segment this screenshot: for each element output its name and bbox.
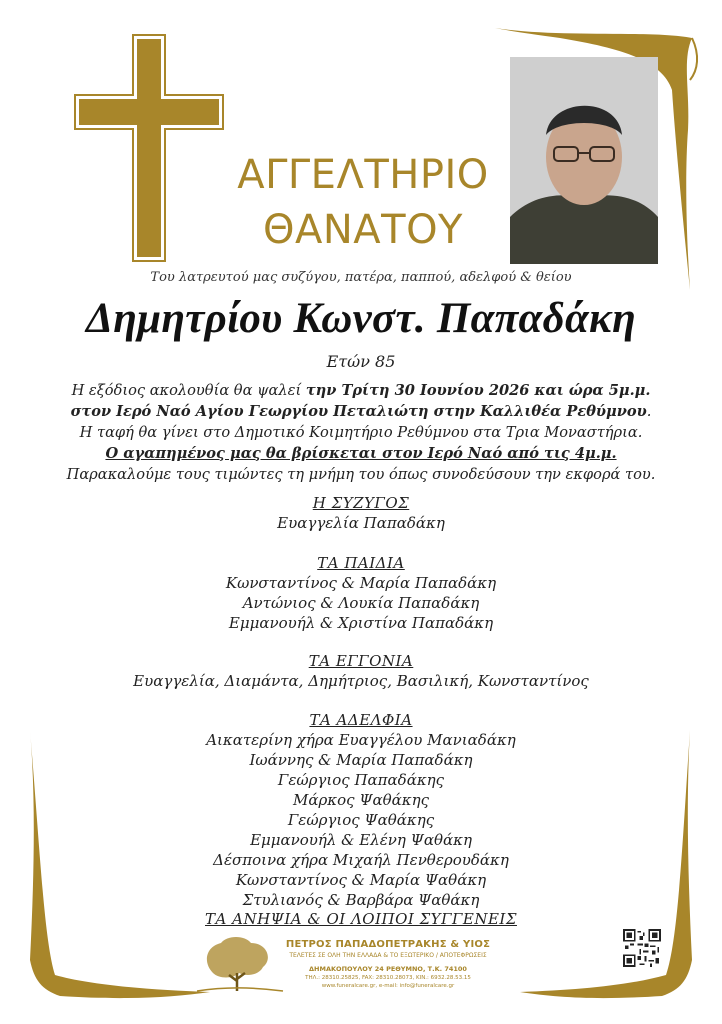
company-tagline: ΤΕΛΕΤΕΣ ΣΕ ΟΛΗ ΤΗΝ ΕΛΛΑΔΑ & ΤΟ ΕΞΩΤΕΡΙΚΟ / ΑΠΟΤΕΦΡΩΣΕΙΣ [289,952,487,959]
tree-logo-icon [193,933,288,995]
portrait-photo [510,57,658,264]
sibling-name: Αικατερίνη χήρα Ευαγγέλου Μανιαδάκη [206,731,516,749]
sibling-name: Κωνσταντίνος & Μαρία Ψαθάκη [235,871,487,889]
announcement-line-4: Ο αγαπημένος μας θα βρίσκεται στον Ιερό Ναό από τις 4μ.μ. [105,445,617,462]
sibling-name: Γεώργιος Ψαθάκης [287,811,435,829]
sibling-name: Ιωάννης & Μαρία Παπαδάκη [249,751,473,769]
company-phones: ΤΗΛ.: 28310.25825, FAX: 28310.28073, ΚΙΝ.: 6932.28.53.15 [305,975,471,981]
children-header: ΤΑ ΠΑΙΔΙΑ [317,554,405,572]
announcement-line-1: Η εξόδιος ακολουθία θα ψαλεί την Τρίτη 30 Ιουνίου 2026 και ώρα 5μ.μ. [71,382,651,399]
siblings-header: ΤΑ ΑΔΕΛΦΙΑ [309,711,413,729]
spouse-header: Η ΣΥΖΥΓΟΣ [312,494,410,512]
intro-text: Του λατρευτού μας συζύγου, πατέρα, παππού, αδελφού & θείου [150,270,572,285]
deceased-name: Δημητρίου Κωνστ. Παπαδάκη [85,295,637,342]
heading-line-1: ΑΓΓΕΛΤΗΡΙΟ [237,152,489,198]
sibling-name: Στυλιανός & Βαρβάρα Ψαθάκη [242,891,480,909]
child-name: Αντώνιος & Λουκία Παπαδάκη [242,594,480,612]
relatives-line: ΤΑ ΑΝΗΨΙΑ & ΟΙ ΛΟΙΠΟΙ ΣΥΓΓΕΝΕΙΣ [205,910,517,928]
company-name: ΠΕΤΡΟΣ ΠΑΠΑΔΟΠΕΤΡΑΚΗΣ & ΥΙΟΣ [285,939,491,950]
grandchildren-names: Ευαγγελία, Διαμάντα, Δημήτριος, Βασιλική, Κωνσταντίνος [133,672,589,690]
sibling-name: Γεώργιος Παπαδάκης [277,771,445,789]
siblings-section [60,710,662,910]
spouse-section [60,493,662,533]
sibling-name: Δέσποινα χήρα Μιχαήλ Πενθερουδάκη [213,851,509,869]
announcement-line-2: στον Ιερό Ναό Αγίου Γεωργίου Πεταλιώτη στην Καλλιθέα Ρεθύμνου. [70,403,652,420]
announcement-line-3: Η ταφή θα γίνει στο Δημοτικό Κοιμητήριο Ρεθύμνου στα Τρια Μοναστήρια. [79,424,643,441]
sibling-name: Εμμανουήλ & Ελένη Ψαθάκη [250,831,472,849]
spouse-name: Ευαγγελία Παπαδάκη [277,514,445,532]
company-web: www.funeralcare.gr, e-mail: info@funeralcare.gr [321,983,455,989]
child-name: Εμμανουήλ & Χριστίνα Παπαδάκη [228,614,494,632]
announcement-block [60,380,662,485]
child-name: Κωνσταντίνος & Μαρία Παπαδάκη [225,574,497,592]
cross-icon [73,33,225,263]
company-address: ΔΗΜΑΚΟΠΟΥΛΟΥ 24 ΡΕΘΥΜΝΟ, Τ.Κ. 74100 [309,965,467,973]
announcement-line-5: Παρακαλούμε τους τιμώντες τη μνήμη του όπως συνοδεύσουν την εκφορά του. [66,466,656,483]
grandchildren-header: ΤΑ ΕΓΓΟΝΙΑ [308,652,414,670]
age-text: Ετών 85 [326,352,396,371]
funeral-company [278,939,498,989]
children-section [60,553,662,633]
heading-line-2: ΘΑΝΑΤΟΥ [263,207,463,253]
qr-code-icon [623,929,661,967]
sibling-name: Μάρκος Ψαθάκης [292,791,429,809]
grandchildren-section [60,651,662,691]
